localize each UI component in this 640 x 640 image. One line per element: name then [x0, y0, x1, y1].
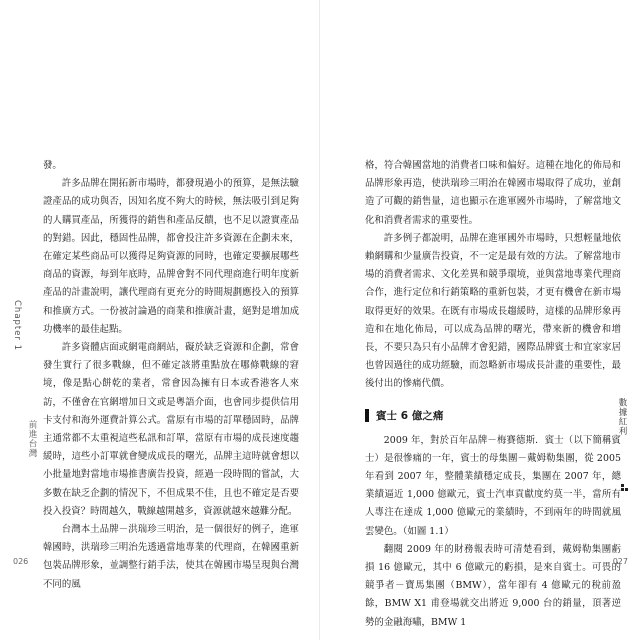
- left-page-body: [43, 157, 299, 594]
- section-mark-icon: [621, 484, 628, 491]
- right-page-body: [365, 157, 621, 632]
- chapter-title: 前進台灣: [27, 420, 37, 458]
- left-paragraph-4: 台灣本土品牌－洪瑞珍三明治，是一個很好的例子，進軍韓國時，洪瑞珍三明治先透過當地專業的代理商，在韓國重新包裝品牌形象，並調整行銷手法，使其在韓國市場呈現與台灣不同的風: [43, 524, 299, 590]
- right-page-number: 027: [612, 557, 628, 566]
- section-heading: [365, 408, 621, 424]
- section-heading-text: 賓士 6 億之痛: [376, 409, 444, 422]
- right-paragraph-2: 許多例子都說明，品牌在進軍國外市場時，只想輕量地依賴網購和少量廣告投資，不一定是最有效的方法。了解當地市場的消費者需求、文化差異和競爭環境，並與當地專業代理商合作，進行定位和行銷策略的重新包裝，才更有機會在新市場取得更好的效果。在既有市場成長趨緩時，這樣的品牌形象再造和在地化佈局，可以成為品牌的曙光，帶來新的機會和增長，不要只為只有小品牌才會犯錯，國際品牌賓士和宜家家居也曾因過往的成功經驗，而忽略新市場成長計畫的重要性，最後付出的慘痛代價。: [365, 232, 621, 390]
- heading-bar-icon: [365, 409, 369, 422]
- section-label: 數據紅利: [617, 398, 627, 436]
- right-paragraph-1: 格，符合韓國當地的消費者口味和偏好。這種在地化的佈局和品牌形象再造，使洪瑞珍三明治在韓國市場取得了成功，並創造了可觀的銷售量，這也顯示在進軍國外市場時，了解當地文化和消費者需求的重要性。: [365, 160, 621, 226]
- chapter-label: Chapter 1: [12, 300, 22, 352]
- left-paragraph-2: 許多品牌在開拓新市場時，都發現過小的預算，是無法驗證產品的成功與否，因知名度不夠大的時候，無法吸引到足夠的人購買產品，所獲得的銷售和產品反饋，也不足以證實產品的對錯。因此，穩固性品牌，都會投注許多資源在企劃未來，在確定某些商品可以獲得足夠資源的同時，也確定要擴展哪些商品的資源，每到年底時，品牌會對不同代理商進行明年度新產品的計畫說明，讓代理商有更充分的時間規劃應投入的預算和推廣方式。一份被討論過的商業和推廣計畫，絕對是增加成功機率的最佳起點。: [43, 178, 299, 335]
- right-paragraph-3: 2009 年，對於百年品牌－梅賽德斯．賓士（以下簡稱賓士）是很慘痛的一年，賓士的母集團－戴姆勒集團，從 2005 年看到 2007 年，整體業績穩定成長，集團在 2007 年，總業績逼近 1,000 億歐元，賓士汽車貢獻度約莫一半，當所有人專注在達成 1,000 億歐元的業績時，不到兩年的時間就風雲變色。（如圖 1.1）: [365, 434, 621, 537]
- left-paragraph-3: 許多資體店面或網電商網站，礙於缺乏資源和企劃，常會發生實行了很多戰線，但不確定該將重點放在哪條戰線的窘境，像是點心餅乾的業者，常會因為擁有日本或香港客人來訪，不僅會在官網增加日文或是粵語介面，也會同步提供信用卡支付和海外運費計算公式。當原有市場的訂單穩固時，品牌主通常都不太重視這些私訊和訂單，當原有市場的成長速度趨緩時，這些小訂單就會變成成長的曙光，品牌主這時就會想以小批量地對當地市場推書廣告投資，經過一段時間的嘗試，大多數在缺乏企劃的情況下，不但成果不佳，且也不確定是否要投入投資？時間越久，戰線越開越多，資源就越來越難分配。: [43, 342, 299, 517]
- right-paragraph-4: 翻閱 2009 年的財務報表時可清楚看到，戴姆勒集團虧損 16 億歐元，其中 6 億歐元的虧損，是來自賓士。可畏的競爭者－寶馬集團（BMW），當年卻有 4 億歐元的稅前盈餘，BMW X1 甫登場就交出將近 9,000 台的銷量，頂著逆勢的金融海嘯，BMW 1: [365, 543, 621, 628]
- left-page-number: 026: [13, 557, 29, 566]
- left-paragraph-1: 發。: [43, 160, 62, 171]
- right-page: [320, 0, 640, 640]
